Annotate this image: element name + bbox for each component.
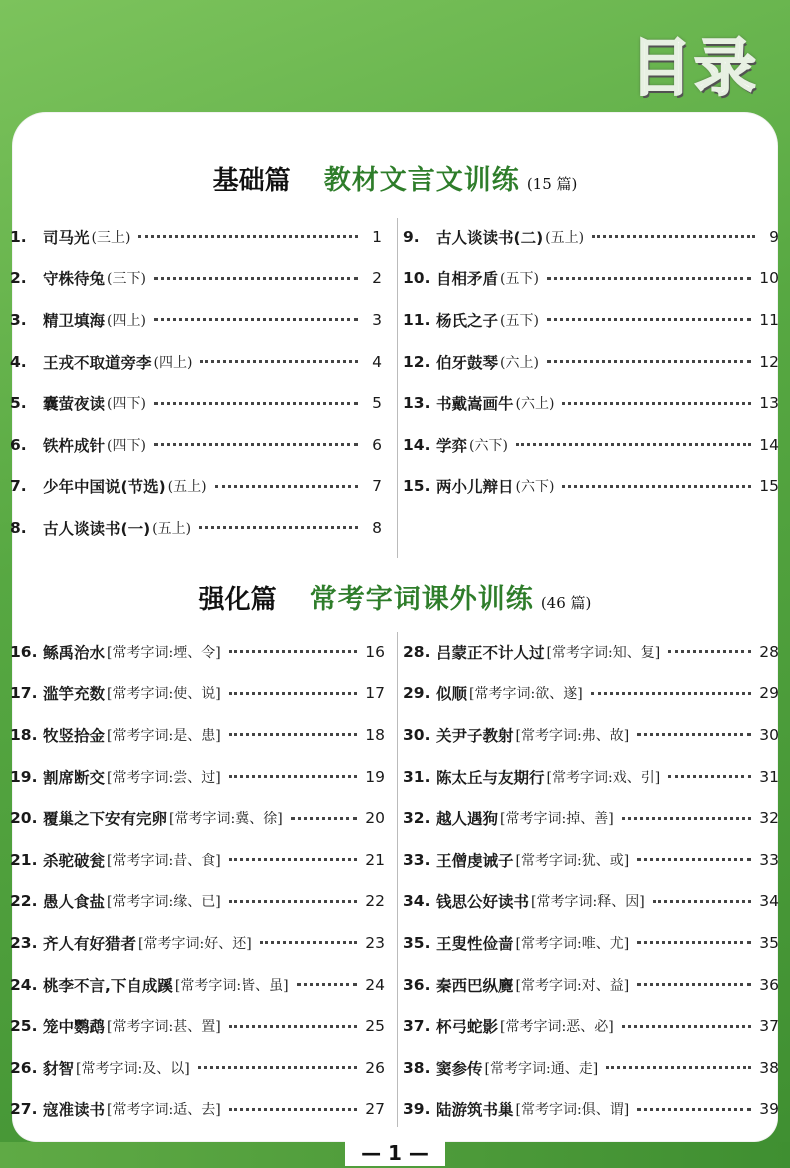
entry-title: 杯弓蛇影 xyxy=(436,1018,499,1037)
entry-title: 越人遇狗 xyxy=(436,810,499,829)
entry-number: 15. xyxy=(403,477,431,496)
entry-number: 13. xyxy=(403,394,431,413)
section-title: 教材文言文训练 xyxy=(323,165,520,196)
dot-leader xyxy=(291,817,358,820)
entry-note: [常考字词:释、因] xyxy=(531,894,645,911)
entry-page: 8 xyxy=(372,518,382,537)
dot-leader xyxy=(668,775,751,778)
entry-number: 2. xyxy=(10,269,27,288)
entry-note: (五上) xyxy=(152,520,192,537)
entry-note: [常考字词:欲、遂] xyxy=(469,686,583,703)
entry-note: [常考字词:缘、已] xyxy=(107,894,221,911)
entry-page: 33 xyxy=(759,850,779,869)
entry-title: 精卫填海 xyxy=(43,311,106,330)
dot-leader xyxy=(154,443,358,446)
entry-title: 覆巢之下安有完卵 xyxy=(43,810,168,829)
dot-leader xyxy=(653,900,752,903)
dot-leader xyxy=(592,235,755,238)
entry-title: 守株待兔 xyxy=(43,270,106,289)
entry-note: [常考字词:是、患] xyxy=(107,727,221,744)
entry-number: 24. xyxy=(10,975,38,994)
entry-page: 7 xyxy=(372,477,382,496)
entry-page: 24 xyxy=(365,975,385,994)
toc-entry xyxy=(403,258,779,300)
entry-number: 28. xyxy=(403,642,431,661)
toc-entry xyxy=(10,424,382,466)
entry-page: 29 xyxy=(759,684,779,703)
toc-entry xyxy=(10,631,385,673)
entry-note: [常考字词:好、还] xyxy=(138,935,252,952)
entry-title: 自相矛盾 xyxy=(436,270,499,289)
entry-title: 古人谈读书(二) xyxy=(436,228,544,247)
toc-entry xyxy=(10,507,382,549)
entry-number: 32. xyxy=(403,809,431,828)
dot-leader xyxy=(547,318,751,321)
entry-number: 11. xyxy=(403,310,431,329)
entry-title: 杨氏之子 xyxy=(436,311,499,330)
entry-number: 4. xyxy=(10,352,27,371)
page-number: — 1 — xyxy=(345,1140,445,1166)
entry-number: 3. xyxy=(10,310,27,329)
dot-leader xyxy=(637,858,751,861)
page-title: 目录 xyxy=(629,30,758,104)
dot-leader xyxy=(516,443,751,446)
entry-number: 20. xyxy=(10,809,38,828)
entry-title: 杀驼破瓮 xyxy=(43,851,106,870)
section-title: 常考字词课外训练 xyxy=(309,584,534,615)
entry-number: 30. xyxy=(403,725,431,744)
toc-entry xyxy=(403,1089,779,1131)
section-header-advanced xyxy=(0,577,790,616)
entry-page: 21 xyxy=(365,850,385,869)
entry-page: 5 xyxy=(372,394,382,413)
entry-note: (六上) xyxy=(500,354,539,371)
entry-note: (三上) xyxy=(91,229,131,246)
toc-entry xyxy=(10,714,385,756)
toc-entry xyxy=(403,964,779,1006)
entry-page: 22 xyxy=(365,892,385,911)
entry-number: 29. xyxy=(403,684,431,703)
entry-note: (六下) xyxy=(515,479,555,496)
entry-title: 两小儿辩日 xyxy=(436,478,514,497)
entry-note: [常考字词:尝、过] xyxy=(107,769,221,786)
toc-entry xyxy=(403,756,779,798)
toc-entry xyxy=(10,964,385,1006)
dot-leader xyxy=(154,402,358,405)
entry-number: 9. xyxy=(403,227,420,246)
entry-page: 6 xyxy=(372,435,382,454)
entry-note: (六下) xyxy=(469,437,508,454)
dot-leader xyxy=(199,526,358,529)
entry-page: 1 xyxy=(372,227,382,246)
entry-note: [常考字词:弗、故] xyxy=(515,727,630,744)
dot-leader xyxy=(229,858,358,861)
entry-note: [常考字词:通、走] xyxy=(484,1060,599,1077)
dot-leader xyxy=(547,277,751,280)
toc-entry xyxy=(10,673,385,715)
dot-leader xyxy=(229,775,358,778)
page-number-area xyxy=(0,1140,790,1166)
entry-note: [常考字词:掉、善] xyxy=(500,811,614,828)
dot-leader xyxy=(154,277,358,280)
toc-entry xyxy=(10,1047,385,1089)
entry-page: 32 xyxy=(759,809,779,828)
toc-entry xyxy=(10,341,382,383)
toc-entry xyxy=(10,797,385,839)
entry-page: 18 xyxy=(365,725,385,744)
entry-title: 伯牙鼓琴 xyxy=(436,353,499,372)
entry-page: 20 xyxy=(365,809,385,828)
entry-title: 书戴嵩画牛 xyxy=(436,395,514,414)
toc-entry xyxy=(403,631,779,673)
entry-number: 39. xyxy=(403,1100,431,1119)
entry-number: 19. xyxy=(10,767,38,786)
section-header-basic xyxy=(0,158,790,197)
entry-note: (四下) xyxy=(107,396,146,413)
entry-page: 23 xyxy=(365,933,385,952)
entry-title: 陈太丘与友期行 xyxy=(436,768,545,787)
entry-title: 囊萤夜读 xyxy=(43,395,106,414)
entry-title: 愚人食盐 xyxy=(43,893,106,912)
entry-title: 豺智 xyxy=(43,1059,75,1078)
entry-title: 似顺 xyxy=(436,685,468,704)
toc-entry xyxy=(10,881,385,923)
column-divider xyxy=(397,632,398,1127)
dot-leader xyxy=(637,941,751,944)
entry-note: [常考字词:冀、徐] xyxy=(169,811,283,828)
toc-column-left xyxy=(10,216,382,549)
entry-note: (四上) xyxy=(153,354,193,371)
entry-number: 1. xyxy=(10,227,27,246)
toc-entry xyxy=(10,382,382,424)
toc-entry xyxy=(10,756,385,798)
entry-title: 王戎不取道旁李 xyxy=(43,353,152,372)
entry-number: 26. xyxy=(10,1058,38,1077)
toc-entry xyxy=(403,216,779,258)
entry-title: 古人谈读书(一) xyxy=(43,519,151,538)
entry-note: [常考字词:俱、谓] xyxy=(515,1102,630,1119)
entry-title: 寇准读书 xyxy=(43,1101,106,1120)
entry-note: [常考字词:甚、置] xyxy=(107,1019,221,1036)
entry-note: (五下) xyxy=(500,312,539,329)
entry-title: 王僧虔诫子 xyxy=(436,851,514,870)
entry-page: 15 xyxy=(759,477,779,496)
entry-number: 14. xyxy=(403,435,431,454)
toc-column-left xyxy=(10,631,385,1130)
toc-entry xyxy=(10,466,382,508)
dot-leader xyxy=(229,692,358,695)
entry-note: (四下) xyxy=(107,437,146,454)
section-label: 强化篇 xyxy=(198,585,277,615)
toc-column-right xyxy=(403,216,779,507)
entry-title: 司马光 xyxy=(43,228,90,247)
entry-page: 34 xyxy=(759,892,779,911)
entry-number: 22. xyxy=(10,892,38,911)
dot-leader xyxy=(606,1066,751,1069)
entry-note: [常考字词:及、以] xyxy=(76,1060,190,1077)
dot-leader xyxy=(138,235,358,238)
toc-entry xyxy=(403,714,779,756)
entry-note: (三下) xyxy=(107,271,146,288)
toc-column-right xyxy=(403,631,779,1130)
toc-entry xyxy=(403,839,779,881)
entry-note: [常考字词:犹、或] xyxy=(515,852,630,869)
dot-leader xyxy=(229,1025,358,1028)
entry-page: 28 xyxy=(759,642,779,661)
entry-page: 37 xyxy=(759,1017,779,1036)
entry-title: 鲧禹治水 xyxy=(43,643,106,662)
section-label: 基础篇 xyxy=(212,166,291,196)
entry-number: 7. xyxy=(10,477,27,496)
entry-title: 少年中国说(节选) xyxy=(43,478,166,497)
entry-note: [常考字词:堙、令] xyxy=(107,644,221,661)
toc-entry xyxy=(403,797,779,839)
entry-title: 学弈 xyxy=(436,436,468,455)
entry-page: 16 xyxy=(365,642,385,661)
entry-note: [常考字词:唯、尤] xyxy=(515,935,630,952)
entry-page: 11 xyxy=(759,310,779,329)
entry-number: 37. xyxy=(403,1017,431,1036)
entry-title: 王叟性俭啬 xyxy=(436,934,514,953)
entry-number: 17. xyxy=(10,684,38,703)
section-count: (46 篇) xyxy=(540,594,592,612)
toc-entry xyxy=(10,1005,385,1047)
dot-leader xyxy=(154,318,358,321)
dot-leader xyxy=(229,1108,358,1111)
toc-entry xyxy=(403,922,779,964)
entry-number: 12. xyxy=(403,352,431,371)
entry-number: 21. xyxy=(10,850,38,869)
toc-entry xyxy=(10,299,382,341)
toc-entry xyxy=(403,1047,779,1089)
entry-note: [常考字词:使、说] xyxy=(107,686,221,703)
dot-leader xyxy=(260,941,358,944)
entry-number: 10. xyxy=(403,269,431,288)
entry-number: 35. xyxy=(403,933,431,952)
entry-title: 关尹子教射 xyxy=(436,726,514,745)
entry-title: 秦西巴纵麑 xyxy=(436,976,514,995)
entry-page: 4 xyxy=(372,352,382,371)
entry-page: 36 xyxy=(759,975,779,994)
entry-note: (四上) xyxy=(107,312,146,329)
dot-leader xyxy=(622,1025,752,1028)
dot-leader xyxy=(637,733,751,736)
entry-page: 13 xyxy=(759,394,779,413)
entry-page: 2 xyxy=(372,269,382,288)
entry-note: [常考字词:皆、虽] xyxy=(174,977,289,994)
entry-page: 14 xyxy=(759,435,779,454)
entry-page: 9 xyxy=(769,227,779,246)
entry-page: 38 xyxy=(759,1058,779,1077)
entry-page: 10 xyxy=(759,269,779,288)
entry-note: [常考字词:恶、必] xyxy=(500,1019,614,1036)
dot-leader xyxy=(668,650,751,653)
toc-entry xyxy=(10,258,382,300)
dot-leader xyxy=(547,360,751,363)
entry-page: 19 xyxy=(365,767,385,786)
dot-leader xyxy=(622,817,752,820)
entry-page: 17 xyxy=(365,684,385,703)
entry-title: 铁杵成针 xyxy=(43,436,106,455)
toc-entry xyxy=(403,466,779,508)
entry-note: (五上) xyxy=(545,229,585,246)
entry-number: 38. xyxy=(403,1058,431,1077)
dot-leader xyxy=(215,485,358,488)
entry-number: 33. xyxy=(403,850,431,869)
entry-page: 39 xyxy=(759,1100,779,1119)
entry-note: [常考字词:昔、食] xyxy=(107,852,221,869)
entry-title: 牧竖拾金 xyxy=(43,726,106,745)
entry-page: 12 xyxy=(759,352,779,371)
entry-note: [常考字词:知、复] xyxy=(546,644,661,661)
entry-number: 36. xyxy=(403,975,431,994)
entry-number: 27. xyxy=(10,1100,38,1119)
section-count: (15 篇) xyxy=(526,175,578,193)
entry-title: 吕蒙正不计人过 xyxy=(436,643,545,662)
entry-title: 滥竽充数 xyxy=(43,685,106,704)
entry-number: 31. xyxy=(403,767,431,786)
entry-page: 30 xyxy=(759,725,779,744)
dot-leader xyxy=(591,692,752,695)
entry-note: [常考字词:对、益] xyxy=(515,977,630,994)
toc-entry xyxy=(10,922,385,964)
entry-number: 23. xyxy=(10,933,38,952)
entry-number: 18. xyxy=(10,725,38,744)
toc-entry xyxy=(403,424,779,466)
dot-leader xyxy=(637,983,751,986)
entry-page: 3 xyxy=(372,310,382,329)
entry-note: (六上) xyxy=(515,396,555,413)
toc-entry xyxy=(403,1005,779,1047)
dot-leader xyxy=(229,650,358,653)
toc-entry xyxy=(403,299,779,341)
dot-leader xyxy=(229,900,358,903)
entry-title: 钱思公好读书 xyxy=(436,893,530,912)
entry-page: 27 xyxy=(365,1100,385,1119)
entry-note: (五上) xyxy=(167,479,207,496)
entry-number: 16. xyxy=(10,642,38,661)
dot-leader xyxy=(229,733,358,736)
title-area xyxy=(624,20,764,104)
entry-note: [常考字词:戏、引] xyxy=(546,769,661,786)
entry-page: 26 xyxy=(365,1058,385,1077)
entry-title: 齐人有好猎者 xyxy=(43,934,137,953)
entry-number: 34. xyxy=(403,892,431,911)
entry-title: 陆游筑书巢 xyxy=(436,1101,514,1120)
toc-entry xyxy=(10,839,385,881)
entry-number: 5. xyxy=(10,394,27,413)
entry-page: 31 xyxy=(759,767,779,786)
dot-leader xyxy=(637,1108,751,1111)
entry-page: 25 xyxy=(365,1017,385,1036)
entry-title: 窦参传 xyxy=(436,1059,483,1078)
toc-entry xyxy=(403,341,779,383)
dot-leader xyxy=(562,402,751,405)
toc-entry xyxy=(10,1089,385,1131)
toc-entry xyxy=(403,881,779,923)
entry-number: 6. xyxy=(10,435,27,454)
dot-leader xyxy=(198,1066,358,1069)
entry-title: 割席断交 xyxy=(43,768,106,787)
toc-entry xyxy=(403,673,779,715)
entry-number: 25. xyxy=(10,1017,38,1036)
dot-leader xyxy=(297,983,358,986)
entry-page: 35 xyxy=(759,933,779,952)
toc-entry xyxy=(10,216,382,258)
dot-leader xyxy=(200,360,358,363)
entry-number: 8. xyxy=(10,518,27,537)
entry-note: (五下) xyxy=(500,271,539,288)
dot-leader xyxy=(562,485,751,488)
entry-title: 桃李不言,下自成蹊 xyxy=(43,976,173,995)
entry-note: [常考字词:适、去] xyxy=(107,1102,221,1119)
toc-entry xyxy=(403,382,779,424)
column-divider xyxy=(397,218,398,558)
entry-title: 笼中鹦鹉 xyxy=(43,1018,106,1037)
